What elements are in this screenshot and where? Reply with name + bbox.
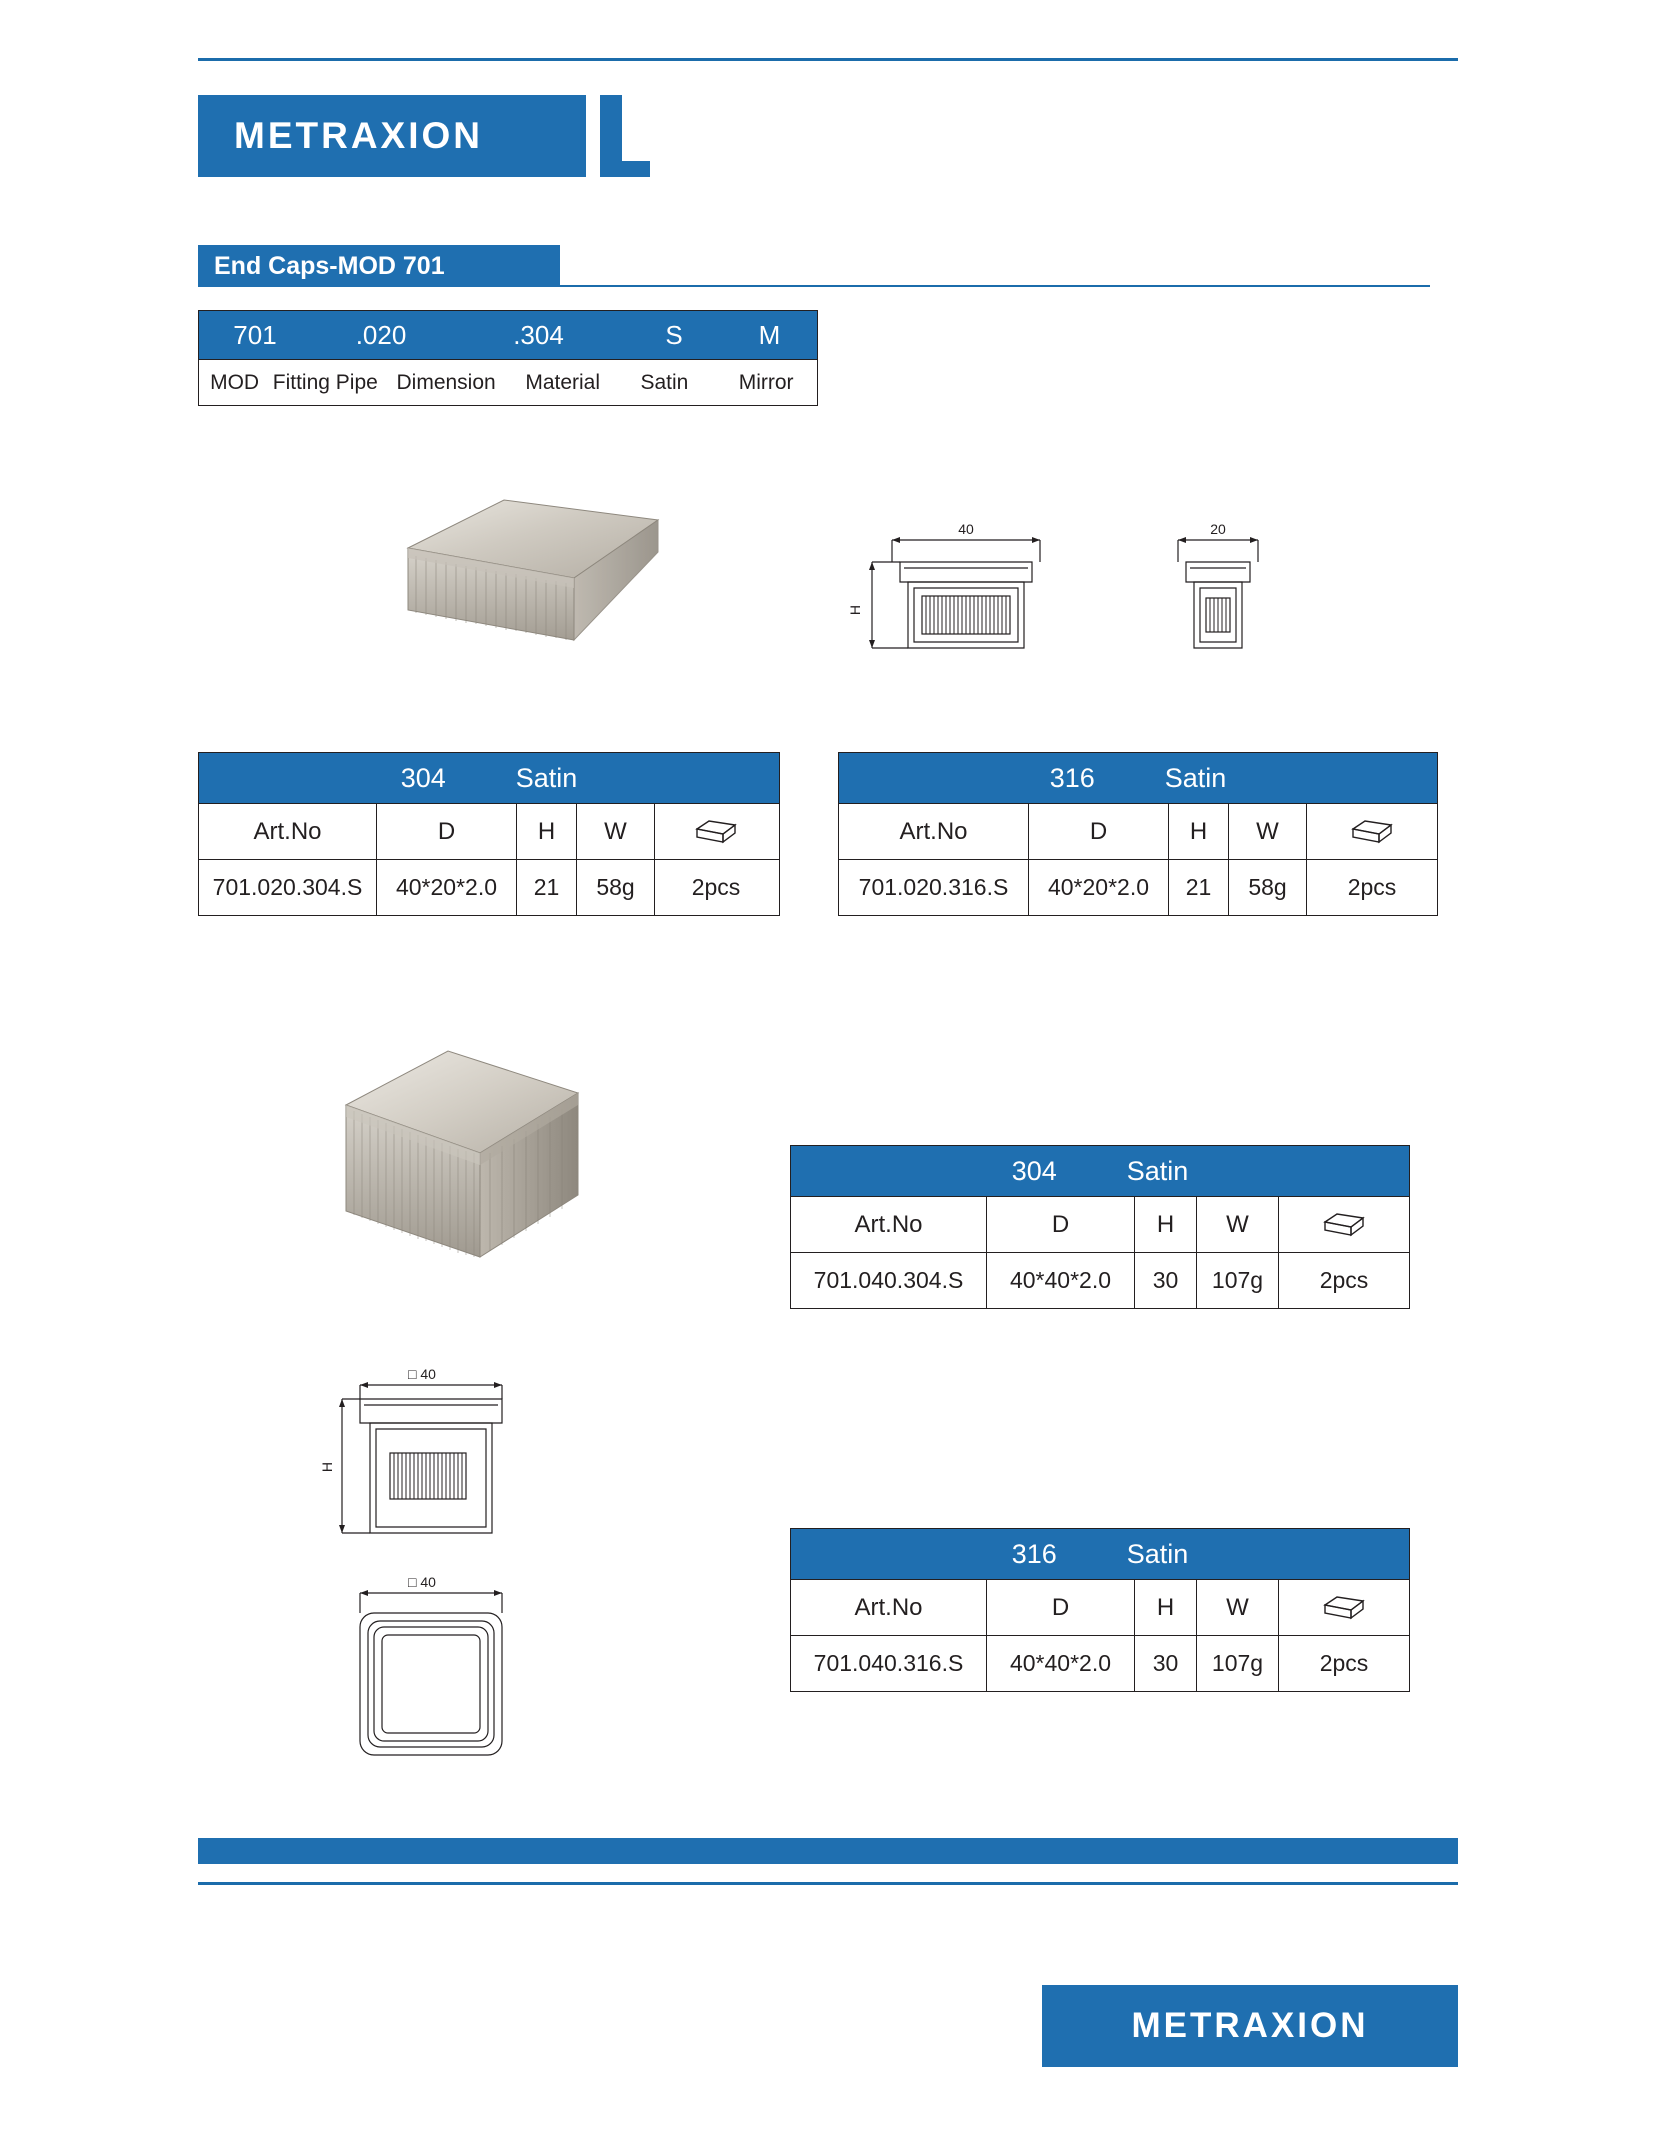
rect-width-dimension-label: 40	[958, 521, 974, 537]
table-304-020	[198, 752, 780, 916]
footer-logo-text: METRAXION	[1131, 2006, 1369, 2045]
col-d: D	[987, 1580, 1135, 1635]
cell-w: 107g	[1197, 1636, 1279, 1691]
code-key-labels-row	[199, 359, 817, 405]
col-art-no: Art.No	[839, 804, 1029, 859]
cell-d: 40*40*2.0	[987, 1636, 1135, 1691]
col-w: W	[1197, 1580, 1279, 1635]
square-top-view-drawing	[320, 1565, 590, 1795]
table-row	[791, 1252, 1409, 1308]
footer-logo	[1042, 1985, 1458, 2067]
table-row	[839, 859, 1437, 915]
table-304-040-column-headers	[791, 1196, 1409, 1252]
col-art-no: Art.No	[791, 1197, 987, 1252]
page-title-text: End Caps-MOD 701	[214, 251, 445, 280]
table-304-040	[790, 1145, 1410, 1309]
table-304-020-header	[199, 753, 779, 803]
label-satin: Satin	[640, 370, 689, 394]
col-h: H	[517, 804, 577, 859]
table-316-040	[790, 1528, 1410, 1692]
col-w: W	[1229, 804, 1307, 859]
code-key-codes-row	[199, 311, 817, 359]
cell-h: 21	[517, 860, 577, 915]
cell-pack: 2pcs	[691, 874, 741, 900]
code-dimension: .304	[513, 319, 564, 350]
table-316-020	[838, 752, 1438, 916]
table-316-020-column-headers	[839, 803, 1437, 859]
cell-w: 58g	[1229, 860, 1307, 915]
col-h: H	[1169, 804, 1229, 859]
col-w: W	[577, 804, 655, 859]
cell-art-no: 701.020.316.S	[839, 860, 1029, 915]
cell-pack: 2pcs	[1347, 874, 1397, 900]
col-d: D	[377, 804, 517, 859]
table-304-020-column-headers	[199, 803, 779, 859]
table-316-040-material: 316	[1011, 1538, 1057, 1569]
code-mirror: M	[758, 319, 781, 350]
package-box-icon	[1279, 1580, 1409, 1635]
brand-logo-accent-bar-2	[600, 161, 650, 177]
table-316-040-finish: Satin	[1126, 1538, 1189, 1569]
rect-side-view-drawing	[1140, 500, 1310, 680]
footer-bar	[198, 1838, 1458, 1864]
cell-art-no: 701.040.304.S	[791, 1253, 987, 1308]
section-rule	[560, 285, 1430, 287]
package-box-icon	[655, 804, 777, 859]
cell-w: 107g	[1197, 1253, 1279, 1308]
cell-d: 40*40*2.0	[987, 1253, 1135, 1308]
label-material: Material	[525, 370, 601, 394]
square-end-cap-photo	[330, 1045, 620, 1310]
cell-d: 40*20*2.0	[1029, 860, 1169, 915]
package-box-icon	[1307, 804, 1437, 859]
cell-d: 40*20*2.0	[377, 860, 517, 915]
table-304-020-material: 304	[400, 762, 446, 793]
cell-art-no: 701.020.304.S	[199, 860, 377, 915]
brand-logo	[198, 95, 586, 177]
rect-front-view-drawing	[830, 500, 1110, 680]
label-mirror: Mirror	[738, 370, 794, 394]
table-304-040-material: 304	[1011, 1155, 1057, 1186]
cell-pack: 2pcs	[1319, 1267, 1369, 1293]
table-304-040-finish: Satin	[1126, 1155, 1189, 1186]
cell-h: 30	[1135, 1636, 1197, 1691]
page-title	[198, 245, 560, 287]
table-316-020-header	[839, 753, 1437, 803]
table-row	[199, 859, 779, 915]
table-304-020-finish: Satin	[515, 762, 578, 793]
square-top-dimension-label: □ 40	[408, 1574, 436, 1590]
col-h: H	[1135, 1580, 1197, 1635]
rect-height-dimension-label: H	[847, 604, 863, 616]
code-fitting-pipe: .020	[355, 319, 407, 350]
header-rule	[198, 58, 1458, 61]
col-art-no: Art.No	[791, 1580, 987, 1635]
square-width-dimension-label: □ 40	[408, 1366, 436, 1382]
cell-pack: 2pcs	[1319, 1650, 1369, 1676]
table-316-020-material: 316	[1049, 762, 1095, 793]
col-d: D	[987, 1197, 1135, 1252]
cell-w: 58g	[577, 860, 655, 915]
col-w: W	[1197, 1197, 1279, 1252]
cell-art-no: 701.040.316.S	[791, 1636, 987, 1691]
footer-rule	[198, 1882, 1458, 1885]
table-304-040-header	[791, 1146, 1409, 1196]
label-fitting-pipe: Fitting Pipe	[272, 370, 378, 394]
rectangular-end-cap-photo	[386, 490, 676, 675]
article-code-key-table	[198, 310, 818, 406]
square-front-view-drawing	[320, 1355, 590, 1570]
cell-h: 21	[1169, 860, 1229, 915]
square-height-dimension-label: H	[320, 1461, 335, 1473]
code-mod: 701	[233, 319, 277, 350]
table-316-020-finish: Satin	[1164, 762, 1227, 793]
table-row	[791, 1635, 1409, 1691]
package-box-icon	[1279, 1197, 1409, 1252]
label-mod: MOD	[210, 370, 260, 394]
cell-h: 30	[1135, 1253, 1197, 1308]
rect-depth-dimension-label: 20	[1210, 521, 1226, 537]
table-316-040-column-headers	[791, 1579, 1409, 1635]
table-316-040-header	[791, 1529, 1409, 1579]
label-dimension: Dimension	[396, 370, 496, 394]
col-h: H	[1135, 1197, 1197, 1252]
col-art-no: Art.No	[199, 804, 377, 859]
brand-logo-text: METRAXION	[234, 115, 483, 156]
col-d: D	[1029, 804, 1169, 859]
code-satin: S	[665, 319, 683, 350]
